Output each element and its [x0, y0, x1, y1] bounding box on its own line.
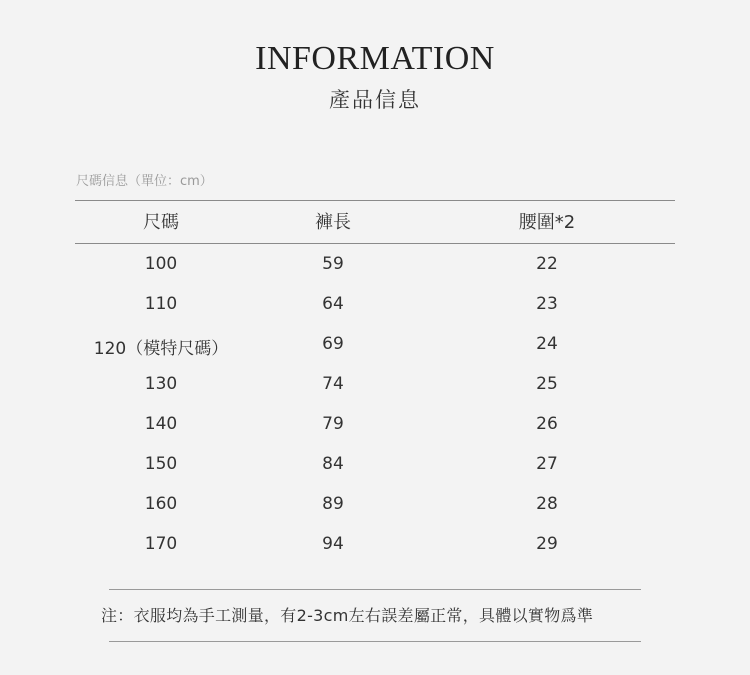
note-bottom-rule: [109, 641, 641, 642]
table-row: [0, 284, 750, 324]
waist-cell: 28: [536, 494, 558, 514]
page-subtitle: 產品信息: [329, 88, 421, 112]
size-table-body: [0, 244, 750, 564]
waist-cell: 22: [536, 254, 558, 274]
pants-length-cell: 79: [322, 414, 344, 434]
pants-length-cell: 59: [322, 254, 344, 274]
waist-cell: 27: [536, 454, 558, 474]
table-top-rule: [75, 200, 675, 201]
waist-cell: 24: [536, 334, 558, 354]
size-cell: 110: [144, 294, 178, 314]
pants-length-cell: 94: [322, 534, 344, 554]
waist-cell: 29: [536, 534, 558, 554]
table-row: [0, 444, 750, 484]
pants-length-cell: 64: [322, 294, 344, 314]
size-cell: 100: [144, 254, 178, 274]
table-row: [0, 524, 750, 564]
size-cell: 170: [144, 534, 178, 554]
size-cell: 150: [144, 454, 178, 474]
table-row: [0, 404, 750, 444]
pants-length-cell: 84: [322, 454, 344, 474]
size-cell: 140: [144, 414, 178, 434]
table-row: [0, 324, 750, 364]
pants-length-cell: 74: [322, 374, 344, 394]
table-row: [0, 484, 750, 524]
size-cell: 120（模特尺碼）: [93, 339, 229, 359]
column-header-pants-length: 褲長: [315, 212, 351, 233]
size-cell: 130: [144, 374, 178, 394]
waist-cell: 25: [536, 374, 558, 394]
waist-cell: 23: [536, 294, 558, 314]
table-row: [0, 244, 750, 284]
pants-length-cell: 89: [322, 494, 344, 514]
column-header-waist: 腰圍*2: [518, 212, 576, 233]
size-table-caption: 尺碼信息（單位：cm）: [76, 174, 213, 189]
note-top-rule: [109, 589, 641, 590]
page-title: INFORMATION: [255, 40, 495, 77]
pants-length-cell: 69: [322, 334, 344, 354]
waist-cell: 26: [536, 414, 558, 434]
table-row: [0, 364, 750, 404]
size-cell: 160: [144, 494, 178, 514]
measurement-note: 注：衣服均為手工測量，有2-3cm左右誤差屬正常，具體以實物爲準: [101, 606, 594, 625]
column-header-size: 尺碼: [143, 212, 179, 233]
